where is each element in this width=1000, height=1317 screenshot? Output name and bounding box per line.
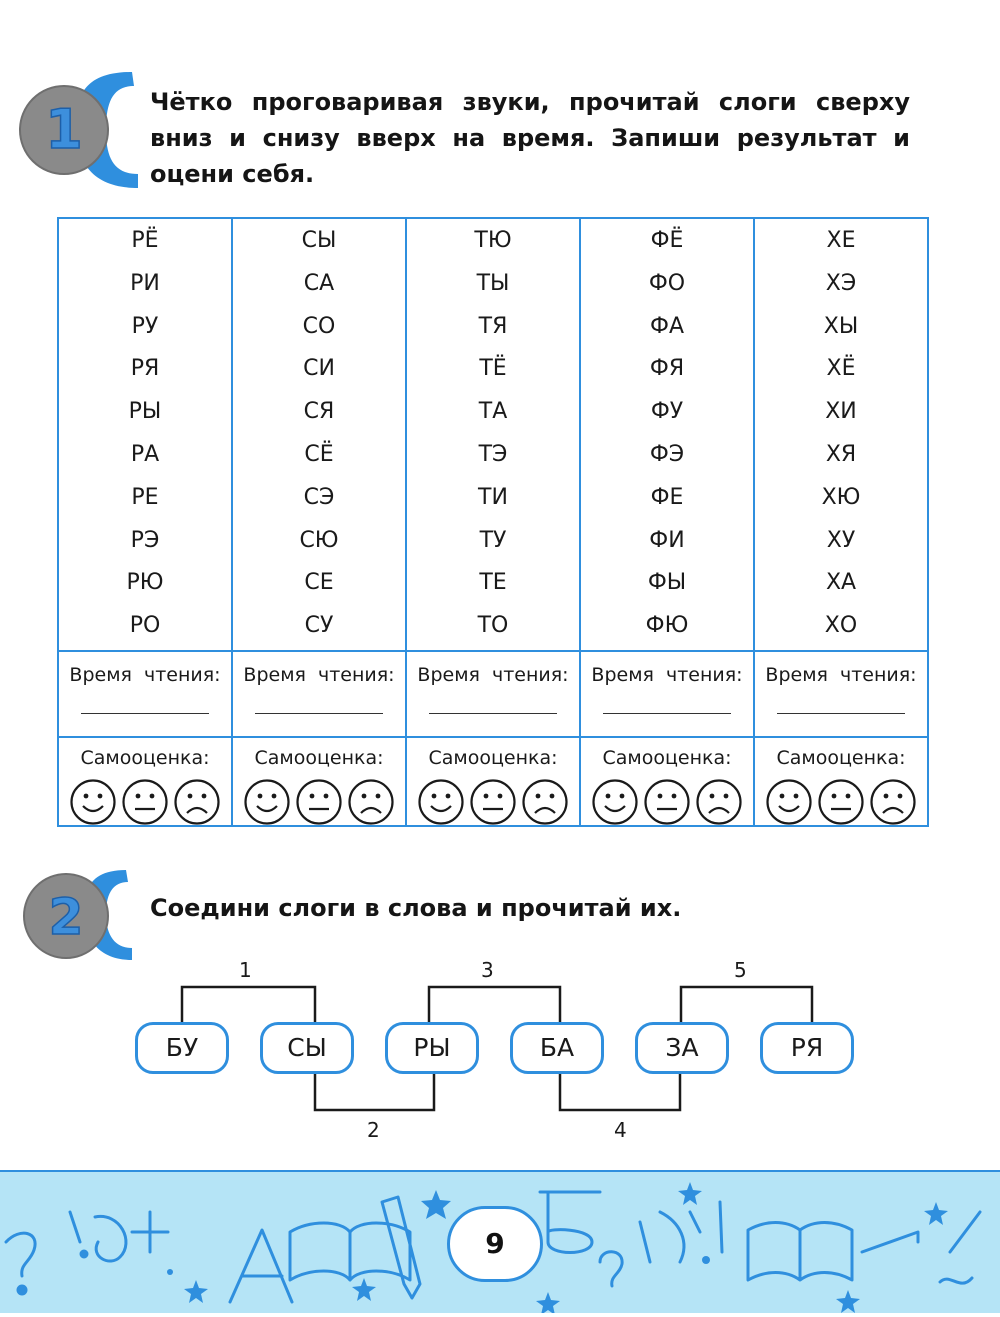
syllable-cell: ХЯ (825, 441, 857, 467)
happy-face-icon[interactable] (69, 778, 117, 826)
syllable-cell: РО (129, 613, 161, 639)
self-assessment-cell (407, 736, 579, 825)
syllable-box[interactable]: СЫ (260, 1022, 354, 1074)
syllable-cell: СА (303, 270, 335, 296)
sad-face-icon[interactable] (347, 778, 395, 826)
self-assessment-cell (755, 736, 927, 825)
syllable-cell: ХЮ (821, 484, 861, 510)
reading-time-answer-line[interactable] (777, 713, 905, 714)
link-number-3: 3 (481, 958, 494, 982)
happy-face-icon[interactable] (591, 778, 639, 826)
self-assessment-label: Самооценка: (776, 747, 906, 769)
book-icon (290, 1223, 410, 1280)
question-doodle-2-icon (600, 1252, 622, 1286)
link-number-5: 5 (734, 958, 747, 982)
syllable-box[interactable]: РЯ (760, 1022, 854, 1074)
question-mark-doodle-icon (6, 1233, 35, 1276)
reading-time-cell (59, 650, 231, 736)
pencil-icon (382, 1197, 420, 1298)
task-2-number: 2 (48, 888, 84, 946)
syllable-cell: РА (130, 441, 160, 467)
syllable-cell: РЫ (128, 399, 162, 425)
reading-time-label: Время чтения: (243, 664, 395, 686)
happy-face-icon[interactable] (243, 778, 291, 826)
syllable-cell: ФЭ (649, 441, 685, 467)
syllable-cell: РУ (131, 313, 159, 339)
syllable-cell: СЕ (304, 570, 334, 596)
syllable-box[interactable]: ЗА (635, 1022, 729, 1074)
self-assessment-label: Самооценка: (80, 747, 210, 769)
syllable-cell: РЭ (130, 527, 160, 553)
syllable-cell: ХО (824, 613, 858, 639)
reading-time-answer-line[interactable] (429, 713, 557, 714)
self-assessment-cell (581, 736, 753, 825)
neutral-face-icon[interactable] (295, 778, 343, 826)
sad-face-icon[interactable] (173, 778, 221, 826)
reading-time-label: Время чтения: (417, 664, 569, 686)
syllable-cell: ФО (648, 270, 686, 296)
syllable-column (755, 219, 927, 825)
self-assessment-cell (59, 736, 231, 825)
link-number-1: 1 (239, 958, 252, 982)
task-2-instructions: Соедини слоги в слова и прочитай их. (150, 894, 682, 922)
reading-time-answer-line[interactable] (81, 713, 209, 714)
syllable-cell: ФЕ (650, 484, 684, 510)
syllable-cell: РИ (130, 270, 160, 296)
syllable-cell: ТЯ (478, 313, 508, 339)
syllable-cell: ХУ (826, 527, 856, 553)
syllable-cell: ТЭ (478, 441, 508, 467)
syllable-cell: РЯ (130, 356, 160, 382)
syllable-cell: ФЫ (647, 570, 687, 596)
connector-5 (681, 987, 812, 1023)
task-1-badge (14, 66, 144, 194)
plus-one-doodle-icon (95, 1216, 126, 1261)
syllable-cell: ФЁ (650, 228, 684, 253)
reading-time-label: Время чтения: (765, 664, 917, 686)
task-1-number: 1 (45, 98, 83, 161)
syllable-column (581, 219, 755, 825)
syllable-cell: СУ (304, 613, 334, 639)
neutral-face-icon[interactable] (469, 778, 517, 826)
self-assessment-label: Самооценка: (602, 747, 732, 769)
connector-3 (429, 987, 560, 1023)
syllable-cell: ХЭ (825, 270, 857, 296)
connector-1 (182, 987, 315, 1023)
syllable-column (59, 219, 233, 825)
syllable-cell: СО (302, 313, 336, 339)
hand-pencil-icon (940, 1212, 980, 1283)
syllable-cell: ХЫ (823, 313, 859, 339)
syllable-cell: ТЮ (474, 228, 512, 253)
self-assessment-label: Самооценка: (254, 747, 384, 769)
reading-time-label: Время чтения: (591, 664, 743, 686)
reading-time-label: Время чтения: (69, 664, 221, 686)
syllable-cell: ФЯ (649, 356, 685, 382)
happy-face-icon[interactable] (765, 778, 813, 826)
letter-a-icon (230, 1230, 292, 1302)
reading-time-cell (407, 650, 579, 736)
syllable-cell: ТУ (479, 527, 507, 553)
syllable-cell: СЫ (301, 228, 337, 253)
syllable-cell: ТА (478, 399, 508, 425)
syllable-cell: ХЕ (826, 228, 856, 253)
syllable-cell: СЁ (304, 441, 334, 467)
syllable-cell: ХЁ (826, 356, 856, 382)
syllable-column (407, 219, 581, 825)
reading-time-cell (233, 650, 405, 736)
letter-be-icon (540, 1192, 600, 1253)
self-assessment-label: Самооценка: (428, 747, 558, 769)
syllable-cell: ХИ (825, 399, 857, 425)
sad-face-icon[interactable] (521, 778, 569, 826)
syllable-cell: РЮ (126, 570, 164, 596)
syllable-cell: ФЮ (645, 613, 689, 639)
math-doodle-icon (640, 1202, 722, 1262)
syllable-box[interactable]: БА (510, 1022, 604, 1074)
sad-face-icon[interactable] (869, 778, 917, 826)
syllable-cell: РЕ (131, 484, 159, 510)
syllable-cell: СИ (303, 356, 335, 382)
connector-4 (560, 1072, 680, 1110)
neutral-face-icon[interactable] (817, 778, 865, 826)
link-number-2: 2 (367, 1118, 380, 1142)
reading-time-cell (755, 650, 927, 736)
book-icon-2 (748, 1223, 852, 1281)
neutral-face-icon[interactable] (643, 778, 691, 826)
syllable-cell: СЭ (303, 484, 335, 510)
letter-ge-icon (862, 1232, 918, 1252)
syllable-column (233, 219, 407, 825)
syllable-cell: ФА (650, 313, 684, 339)
syllable-cell: ТЕ (479, 570, 507, 596)
syllable-cell: ФИ (649, 527, 685, 553)
syllable-cell: ФУ (650, 399, 684, 425)
reading-time-answer-line[interactable] (603, 713, 731, 714)
syllable-box[interactable]: РЫ (385, 1022, 479, 1074)
syllable-cell: РЁ (131, 228, 159, 253)
syllable-cell: СЮ (299, 527, 339, 553)
connector-2 (315, 1072, 434, 1110)
syllable-table (57, 217, 929, 827)
self-assessment-cell (233, 736, 405, 825)
syllable-cell: ХА (825, 570, 857, 596)
neutral-face-icon[interactable] (121, 778, 169, 826)
syllable-box[interactable]: БУ (135, 1022, 229, 1074)
syllable-cell: ТЫ (476, 270, 510, 296)
syllable-cell: ТИ (478, 484, 508, 510)
syllable-cell: СЯ (303, 399, 335, 425)
syllable-cell: ТЁ (479, 356, 507, 382)
link-number-4: 4 (614, 1118, 627, 1142)
reading-time-cell (581, 650, 753, 736)
star-icon (421, 1190, 451, 1219)
page-number: 9 (447, 1206, 543, 1282)
task-1-instructions: Чётко проговаривая звуки, прочитай слоги сверху вниз и снизу вверх на время. Запиши результат и оцени себя. (150, 88, 910, 188)
syllable-cell: ТО (477, 613, 509, 639)
sad-face-icon[interactable] (695, 778, 743, 826)
happy-face-icon[interactable] (417, 778, 465, 826)
reading-time-answer-line[interactable] (255, 713, 383, 714)
